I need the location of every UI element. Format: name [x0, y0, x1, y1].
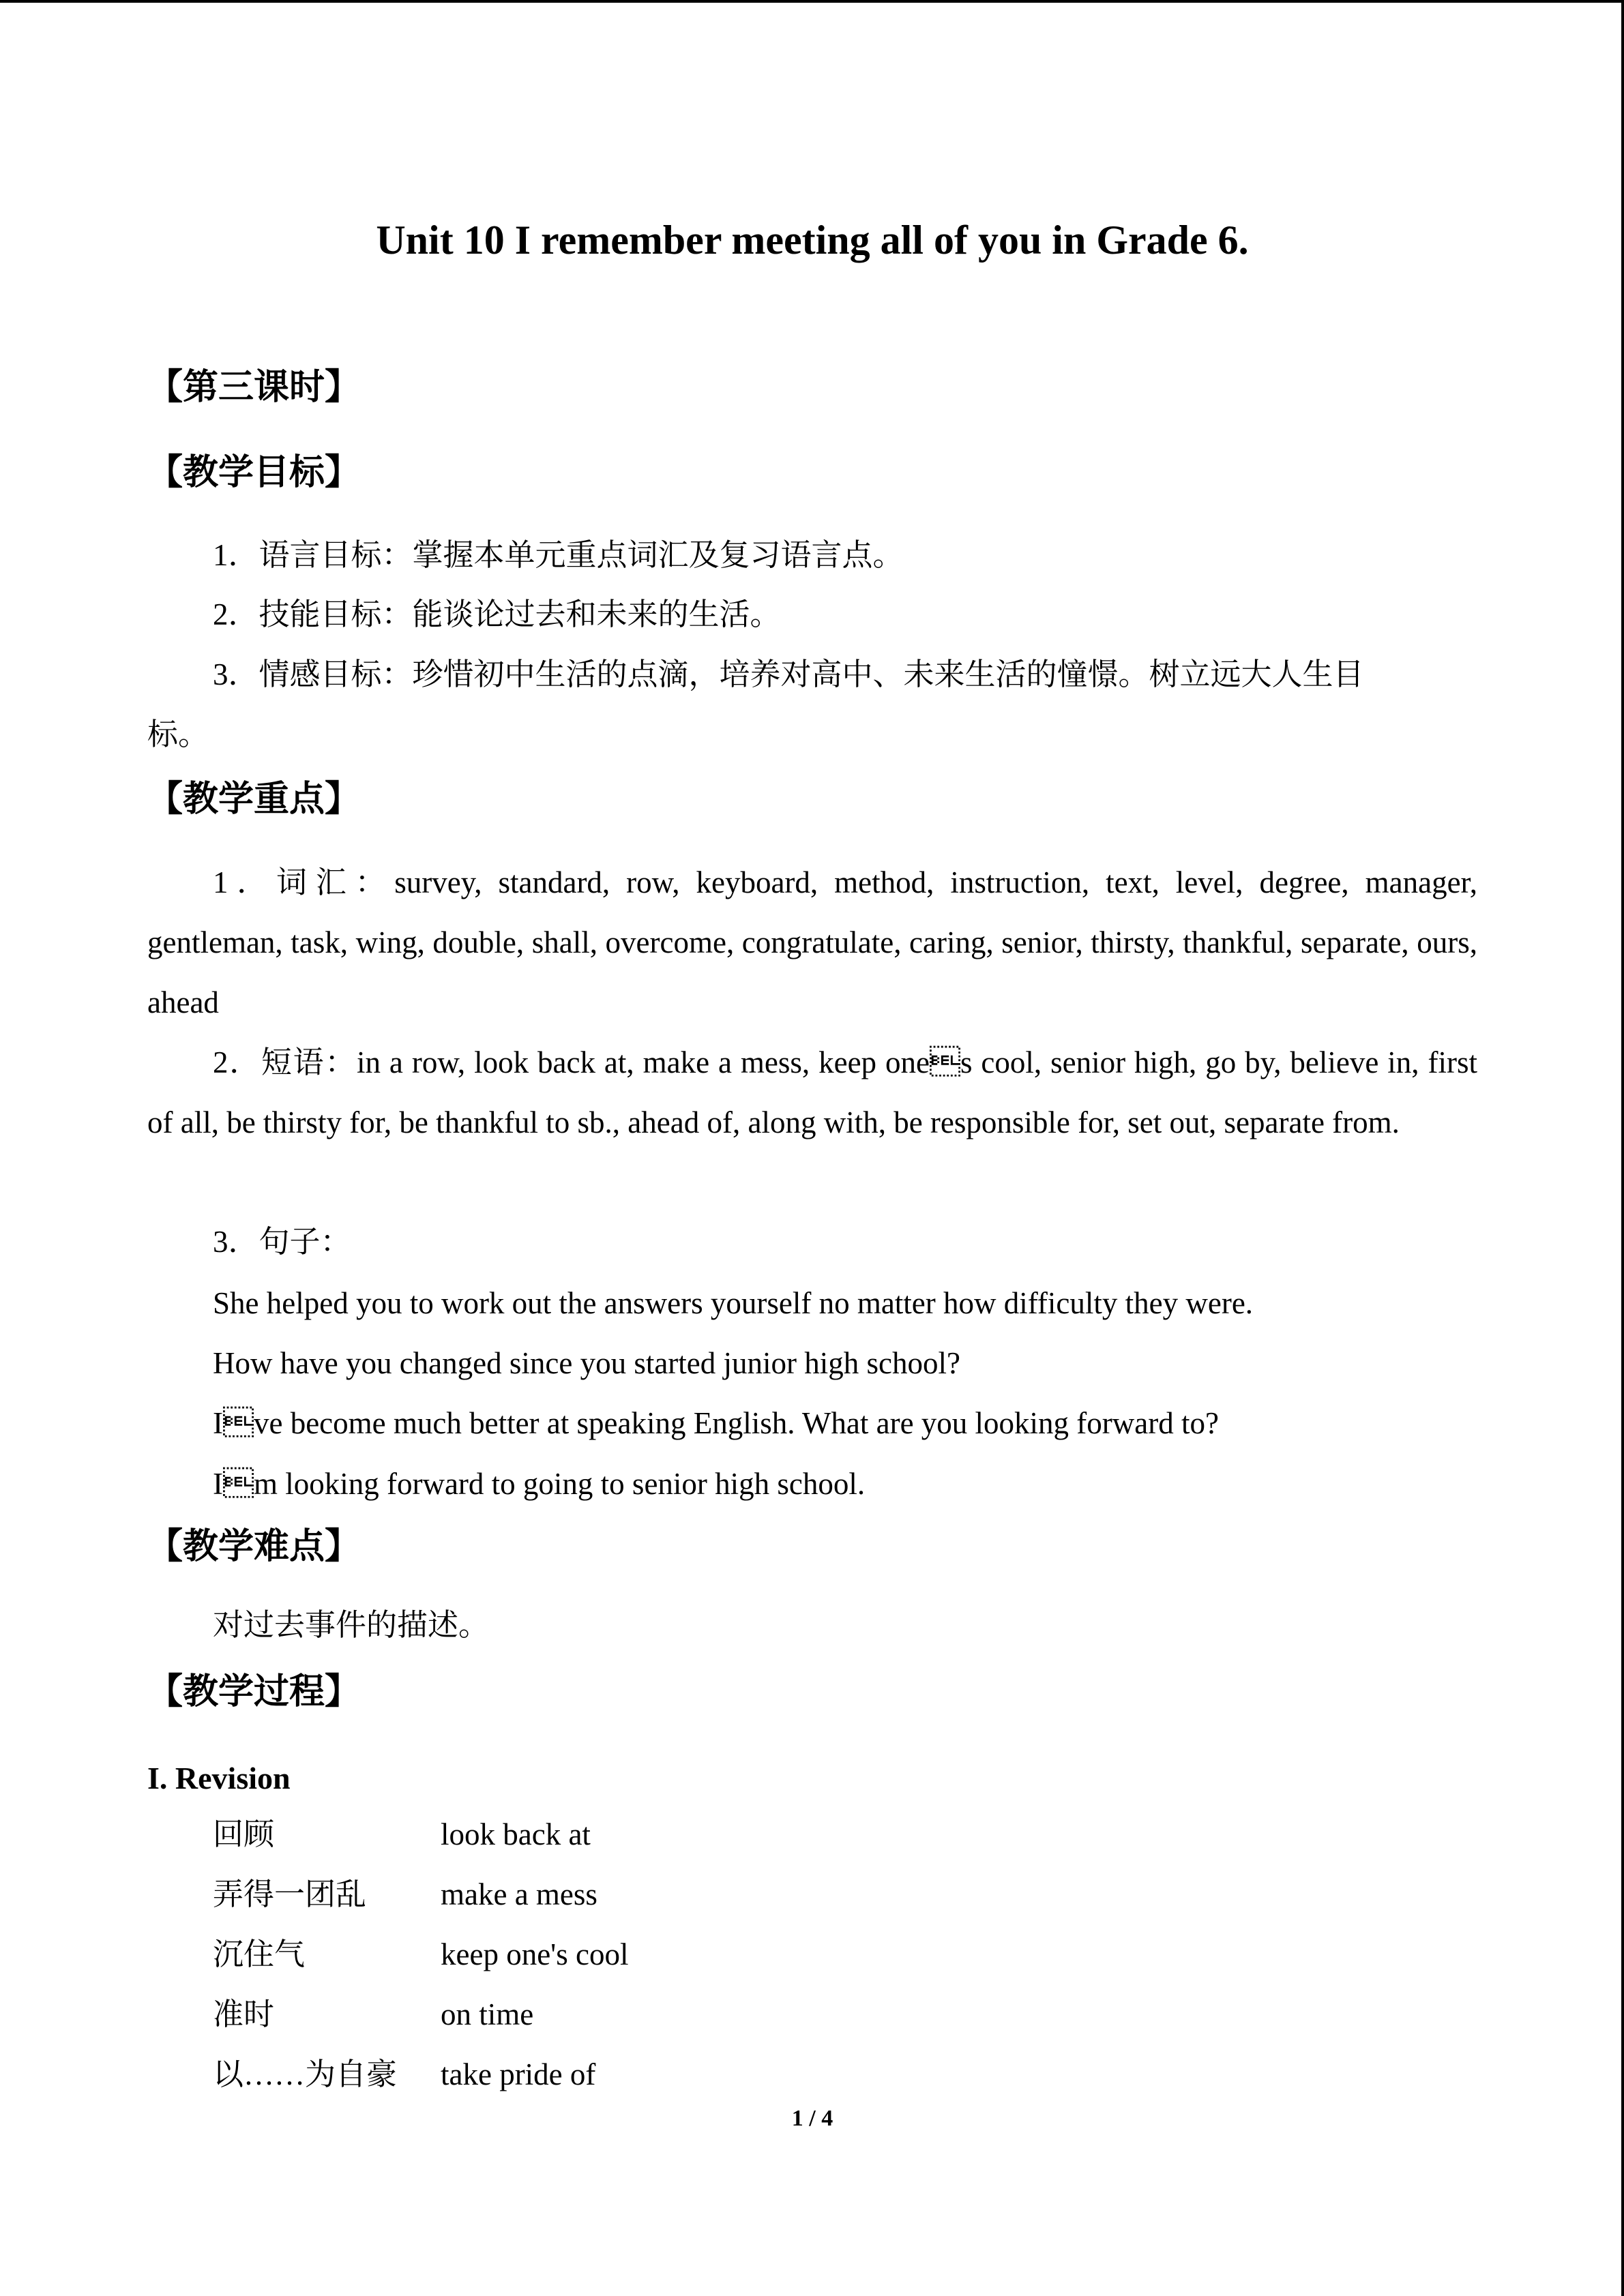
- vocab-row: [213, 1872, 597, 1917]
- vocab-chinese: 沉住气: [213, 1937, 306, 1971]
- vocab-english: take pride of: [441, 2057, 596, 2091]
- key-points-heading: 【教学重点】: [147, 779, 361, 820]
- sentence-item: She helped you to work out the answers yourself no matter how difficulty they were.: [213, 1286, 1254, 1320]
- vocab-chinese: 回顾: [213, 1817, 275, 1851]
- sentence-item: Ive become much better at speaking English. What are you looking forward to?: [213, 1406, 1219, 1440]
- objective-item: 1．语言目标：掌握本单元重点词汇及复习语言点。: [213, 538, 904, 572]
- difficulties-text: 对过去事件的描述。: [213, 1608, 490, 1642]
- sentence-item: How have you changed since you started junior high school?: [213, 1346, 960, 1380]
- vocab-chinese: 准时: [213, 1997, 275, 2031]
- vocab-row: [213, 1932, 629, 1977]
- vocab-chinese: 弄得一团乱: [213, 1877, 367, 1911]
- objective-item: 2．技能目标：能谈论过去和未来的生活。: [213, 597, 781, 631]
- page-border-right: [1621, 0, 1624, 2296]
- vocab-english: make a mess: [441, 1877, 597, 1911]
- phrases-paragraph: [147, 1032, 1477, 1152]
- vocab-chinese: 以……为自豪: [213, 2057, 398, 2091]
- vocab-text: 1．词汇：survey, standard, row, keyboard, method, instruction, text, level, degree, manager, gentleman, task, wing, double, shall, overcome, congratulate, caring, senior, thirsty, thankful, separate, ours, ahead: [147, 865, 1477, 1019]
- objective-item: 标。: [147, 717, 209, 751]
- vocab-row: [213, 1812, 591, 1857]
- vocab-english: keep one's cool: [441, 1937, 629, 1971]
- sentence-item: Im looking forward to going to senior high school.: [213, 1467, 866, 1501]
- objective-item: 3．情感目标：珍惜初中生活的点滴，培养对高中、未来生活的憧憬。树立远大人生目: [213, 657, 1364, 691]
- difficulties-heading: 【教学难点】: [147, 1526, 361, 1567]
- vocab-english: look back at: [441, 1817, 591, 1851]
- vocab-row: [213, 1992, 533, 2037]
- page-number: 1 / 4: [791, 2106, 833, 2131]
- document-page: [147, 0, 1477, 2296]
- vocab-english: on time: [441, 1997, 534, 2031]
- phrases-text: 2．短语：in a row, look back at, make a mess, keep ones cool, senior high, go by, believe in, first of all, be thirsty for, be thankful to sb., ahead of, along with, be responsible for, set out, separate from.: [147, 1045, 1477, 1139]
- sentences-label: 3．句子：: [213, 1225, 351, 1259]
- lesson-label: 【第三课时】: [147, 367, 361, 408]
- revision-label: I. Revision: [147, 1761, 291, 1795]
- objectives-heading: 【教学目标】: [147, 452, 361, 493]
- document-title: Unit 10 I remember meeting all of you in Grade 6.: [376, 218, 1249, 263]
- process-heading: 【教学过程】: [147, 1671, 361, 1712]
- vocab-paragraph: [147, 852, 1477, 1032]
- vocab-row: [213, 2052, 595, 2097]
